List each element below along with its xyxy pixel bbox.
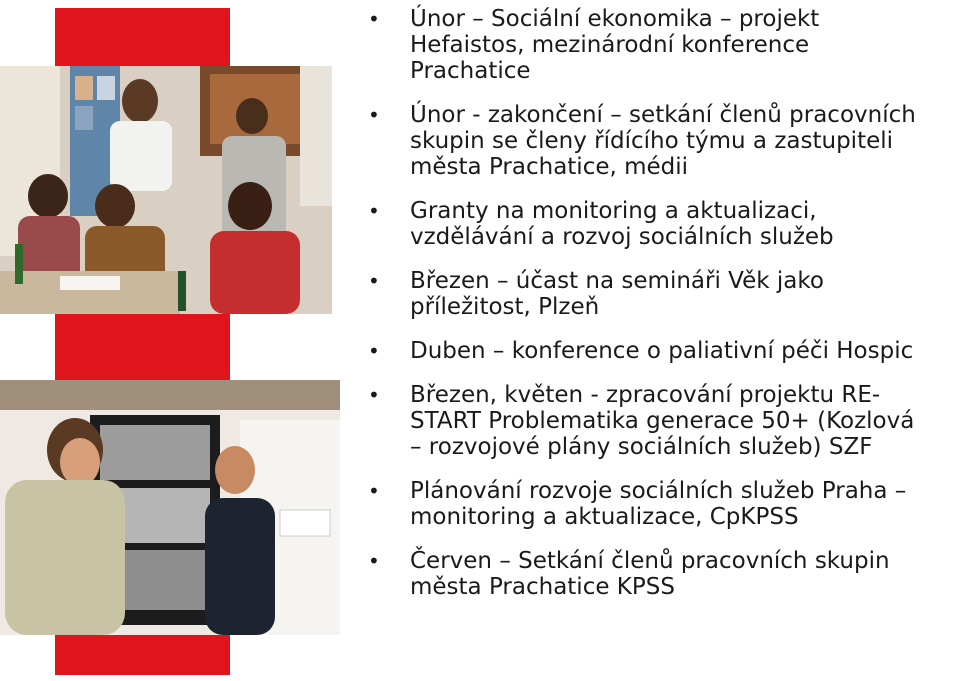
red-bar-middle (55, 312, 230, 380)
list-item-text: Duben – konference o paliativní péči Hospic (410, 338, 914, 364)
bullet-icon: • (368, 269, 380, 293)
list-item (368, 548, 960, 600)
list-item (368, 6, 960, 84)
list-item (368, 382, 960, 460)
bullet-icon: • (368, 103, 380, 127)
bullet-icon: • (368, 383, 380, 407)
list-item-text: Březen, květen - zpracování projektu RE- START Problematika generace 50+ (Kozlová – rozvojové plány sociálních služeb) SZF (410, 382, 915, 460)
list-item-text: Červen – Setkání členů pracovních skupin města Prachatice KPSS (410, 548, 890, 600)
list-item-text: Plánování rozvoje sociálních služeb Praha – monitoring a aktualizace, CpKPSS (410, 478, 907, 530)
red-bar-top (55, 8, 230, 66)
list-item-text: Březen – účast na semináři Věk jako příležitost, Plzeň (410, 268, 824, 320)
bullet-icon: • (368, 339, 380, 363)
red-bar-bottom (55, 633, 230, 675)
meeting-photo (0, 66, 332, 314)
bullet-icon: • (368, 199, 380, 223)
list-item-text: Granty na monitoring a aktualizaci, vzdělávání a rozvoj sociálních služeb (410, 198, 834, 250)
list-item (368, 198, 960, 250)
activity-list (368, 6, 960, 618)
bullet-icon: • (368, 479, 380, 503)
list-item-text: Únor – Sociální ekonomika – projekt Hefaistos, mezinárodní konference Prachatice (410, 6, 820, 84)
list-item (368, 478, 960, 530)
list-item (368, 102, 960, 180)
exhibition-photo (0, 380, 340, 635)
bullet-icon: • (368, 549, 380, 573)
list-item (368, 268, 960, 320)
bullet-icon: • (368, 7, 380, 31)
list-item-text: Únor - zakončení – setkání členů pracovních skupin se členy řídícího týmu a zastupiteli města Prachatice, médii (410, 102, 916, 180)
list-item (368, 338, 960, 364)
